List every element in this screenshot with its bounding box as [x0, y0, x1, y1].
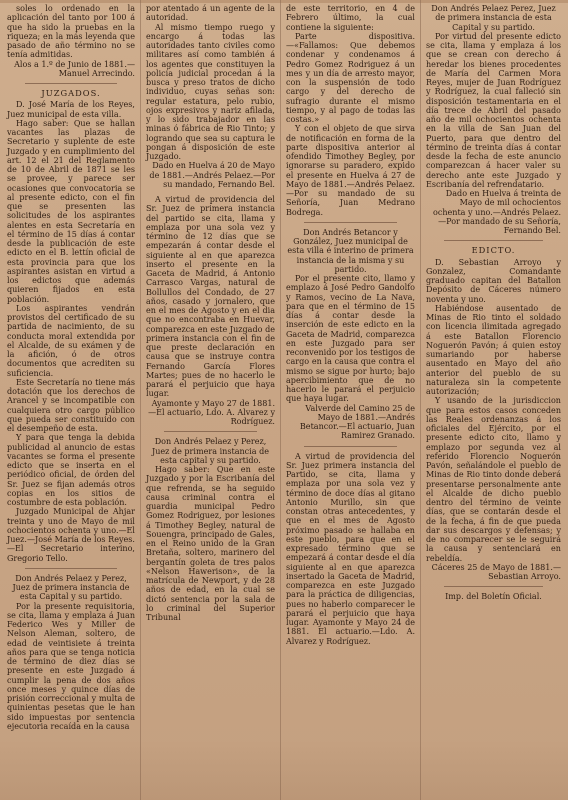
paragraph: Y usando de la jurisdiccion que para estos casos conceden las Reales ordenanzas á los oficiales del Ejército, por el presente edicto cito, llamo y emplazo por segunda vez al referido Florencio Noguerón Pavón, señalándole el pueblo de Minas de Rio tinto donde deberá presentarse personalmente ante el Alcalde de dicho pueblo dentro del término de veinte días, que se contarán desde el de la fecha, á fin de que pueda dar sus descargos y defensas; y de no comparecer se le seguirá la causa y sentenciará en rebeldía. [426, 396, 561, 563]
paragraph: D. Sebastian Arroyo y Gonzalez, Comandante graduado capitan del Batallon Depósito de Cáceres número noventa y uno. [426, 257, 561, 304]
notice-separator [164, 431, 257, 432]
paragraph: Y con el objeto de que sirva de notificación en forma de la parte dispositiva anterior al ofendido Timothey Begley, por ignorarse su paradero, expido el presente en Huelva á 27 de Mayo de 1881.—Andrés Pelaez.—Por su mandado de su Señoría, Juan Medrano Bodrega. [286, 124, 415, 217]
paragraph: Al mismo tiempo ruego y encargo á todas las autoridades tanto civiles como militares así como también á los agentes que constituyen la policía judicial procedan á la busca y preso tratos de dicho individuo, cuyas señas son: regular estatura, pelo rubio, ojos expresivos y nariz afilada, y lo sido trabajador en las minas ó fábrica de Rio Tinto; y logrando que sea su captura le pongan á disposición de este Juzgado. [146, 22, 275, 161]
paragraph: Por virtud del presente edicto se cita, llama y emplaza á los que se crean con derecho á heredar los bienes procedentes de María del Carmen Mora Reyes, mujer de Juan Rodríguez y Rodríguez, la cual falleció sin disposición testamentaria en el día trece de Abril del pasado año de mil ochocientos ochenta en la villa de San Juan del Puerto, para que dentro del término de treinta días á contar desde la fecha de este anuncio comparezcan á hacer valer su derecho ante este Juzgado y Escribanía del refrendatario. [426, 31, 561, 189]
notice-separator [25, 568, 117, 569]
notice-heading: Imp. del Boletín Oficial. [445, 592, 542, 602]
paragraph: A virtud de providencia del Sr. Juez primera instancia del Partido, se cita, llama y emplaza por una sola vez y término de doce días al gitano Antonio Murillo, sin que constan otras antecedentes, y que en el mes de Agosto próximo pasado se hallaba en este pueblo, para que en el expresado término que se empezará á contar desde el día siguiente al en que aparezca insertado la Gaceta de Madrid, comparezca en este Juzgado para la práctica de diligencias, pues no haberlo comparecer le parará el perjuicio que haya lugar. Ayamonte y Mayo 24 de 1881. El actuario.—Ldo. A. Alvarez y Rodríguez. [286, 451, 415, 646]
paragraph: Los aspirantes vendrán provistos del certificado de su partida de nacimiento, de su conducta moral extendida por el Alcalde, de su exámen y de la afición, ó de otros documentos que acrediten su suficiencia. [7, 303, 135, 378]
text-block: de este territorio, en 4 de Febrero último, la cual contiene la siguiente: [286, 4, 415, 32]
signature-line: Dado en Huelva á 20 de Mayo de 1881.—Andrés Pelaez.—Por su mandado, Fernando Bel. [149, 161, 275, 189]
paragraph: soles lo ordenado en la aplicación del tanto por 100 á que ha sido la pruebas en la riqueza; en la más leyenda que pasado de año término no se tenía admitidas. [7, 4, 135, 60]
signature-line: Alos a 1.º de Junio de 1881.—Manuel Arrecindo. [14, 59, 135, 78]
notice-heading: Don Andrés Pelaez y Perez, Juez de primera instancia de esta Capital y su partido. [12, 573, 130, 602]
text-block: por atentado á un agente de la autoridad. [146, 4, 275, 23]
section-heading: EDICTO. [471, 245, 516, 256]
signature-line: Dado en Huelva á treinta de Mayo de mil ochocientos ochenta y uno.—Andrés Pelaez.—Por mandado de su Señoría, Fernando Bel. [432, 189, 561, 235]
section-heading: JUZGADOS. [41, 88, 101, 98]
paragraph: Este Secretaría no tiene más dotación que los derechos de Arancel y se incompatible con cualquiera otro cargo público que pueda ser constituido con el desempeño de esta. [7, 377, 135, 433]
notice-separator [444, 586, 543, 587]
paragraph: Por el presente cito, llamo y emplazo á José Pedro Gandolfo y Ramos, vecino de La Nava, para que en el término de 15 días á contar desde la inserción de este edicto en la Gaceta de Madrid, comparezca en este Juzgado para ser reconvenido por los testigos de cargo en la causa que contra el mismo se sigue por hurto; bajo apercibimiento que de no hacerlo le parará el perjuicio que haya lugar. [286, 274, 415, 404]
signature-line: Cáceres 25 de Mayo de 1881.—Sebastian Arroyo. [431, 562, 561, 581]
paragraph: Por la presente requisitoria, se cita, llama y emplaza á Juan Federico Wes y Miller de Nelson Aleman, soltero, de edad de veintisiete á treinta años para que se tenga noticia de término de diez días se presente en este Juzgado á cumplir la pena de dos años once meses y quince días de prisión correccional y multa de quinientas pesetas que le han sido impuestas por sentencia ejecutoria recaída en la causa [7, 601, 135, 731]
paragraph: Parte dispositiva.—«Fallamos: Que debemos condenar y condenamos á Pedro Gomez Rodriguez á un mes y un día de arresto mayor, con la suspensión de todo cargo y del derecho de sufragio durante el mismo tiempo, y al pago de todas las costas.» [286, 31, 415, 124]
paragraph: Hago saber: Que en este Juzgado y por la Escribanía del que refrenda, se ha seguido causa criminal contra el guardia municipal Pedro Gomez Rodriguez, por lesiones á Timothey Begley, natural de Souengra, principado de Gales, en el Reino unido de la Gran Bretaña, soltero, marinero del bergantín goleta de tres palos «Nelson Hawerison», de la matrícula de Newport, y de 28 años de edad, en la cual se dictó sentencia por la sala de lo criminal del Superior Tribunal [146, 465, 275, 622]
notice-heading: Don Andrés Betancor y González, Juez municipal de esta villa é interino de primera instancia de la misma y su partido. [287, 227, 414, 274]
notice-heading: Don Andrés Pelaez Perez, Juez de primera instancia de esta Capital y su partido. [431, 4, 556, 32]
column-1 [2, 0, 140, 800]
paragraph: Hago saber: Que se hallan vacantes las plazas de Secretario y suplente de este Juzgado y en cumplimiento del art. 12 el 21 del Reglamento de 10 de Abril de 1871 se les se provee, y parece ser ocasiones que convocatoria se al presente edicto, con el fin que se presenten las solicitudes de los aspirantes alentes en esta Secretaría en el término de 15 días á contar desde la publicación de este edicto en el B. lettín oficial de esta provincia para que los aspirantes asistan en virtud a los edictos que además quieren fijados en esta población. [7, 118, 135, 304]
notice-heading: Don Andrés Pelaez y Perez, Juez de primera instancia de esta capital y su partido. [151, 437, 270, 465]
notice-separator [444, 240, 543, 241]
paragraph: A virtud de providencia del Sr. Juez de primera instancia del partido se cita, llama y emplaza por una sola vez y término de 12 días que se empezarán á contar desde el siguiente al en que aparezca inserto el presente en la Gaceta de Madrid, á Antonio Carrasco Vargas, natural de Bollullos del Condado, de 27 años, casado y jornalero, que en el mes de Agosto y en el dia que no encontraba en Huevar, comparezca en este Juzgado de primera instancia con el fin de que preste declaración en causa que se instruye contra Fernando García Flores Martes; pues de no hacerlo le parará el perjuicio que haya lugar. [146, 195, 275, 399]
notice-separator [304, 222, 397, 223]
notice-separator [25, 83, 117, 84]
column-4 [421, 0, 566, 800]
paragraph: Y para que tenga la debida publicidad al anuncio de estas vacantes se forma el presente edicto que se inserta en el periódico oficial, de órden del Sr. Juez se fijan además otros copias en los sitios de costumbre de esta población. [7, 433, 135, 507]
signature-line: Valverde del Camino 25 de Mayo de 1881.—Andrés Betancor.—El actuario, Juan Ramirez Granado. [299, 403, 415, 441]
paragraph: D. José María de los Reyes, Juez municipal de esta villa. [7, 100, 135, 119]
column-3 [281, 0, 420, 800]
signature-line: Ayamonte y Mayo 27 de 1881.—El actuario, Ldo. A. Alvarez y Rodríguez. [148, 398, 275, 426]
paragraph: Juzgado Municipal de Ahjar treinta y uno de Mayo de mil ochocientos ochenta y uno.—El Juez.—José María de los Reyes.—El Secretario interino, Gregorio Tello. [7, 507, 135, 563]
paragraph: Habiéndose ausentado de Minas de Rio tinto el soldado con licencia ilimitada agregado á este Batallon Florencio Noguerón Pavón; á quien estoy sumariando por haberse ausentado en Mayo del año anterior del pueblo de su naturaleza sin la competente autorización; [426, 303, 561, 396]
notice-separator [304, 446, 397, 447]
column-2 [141, 0, 280, 800]
